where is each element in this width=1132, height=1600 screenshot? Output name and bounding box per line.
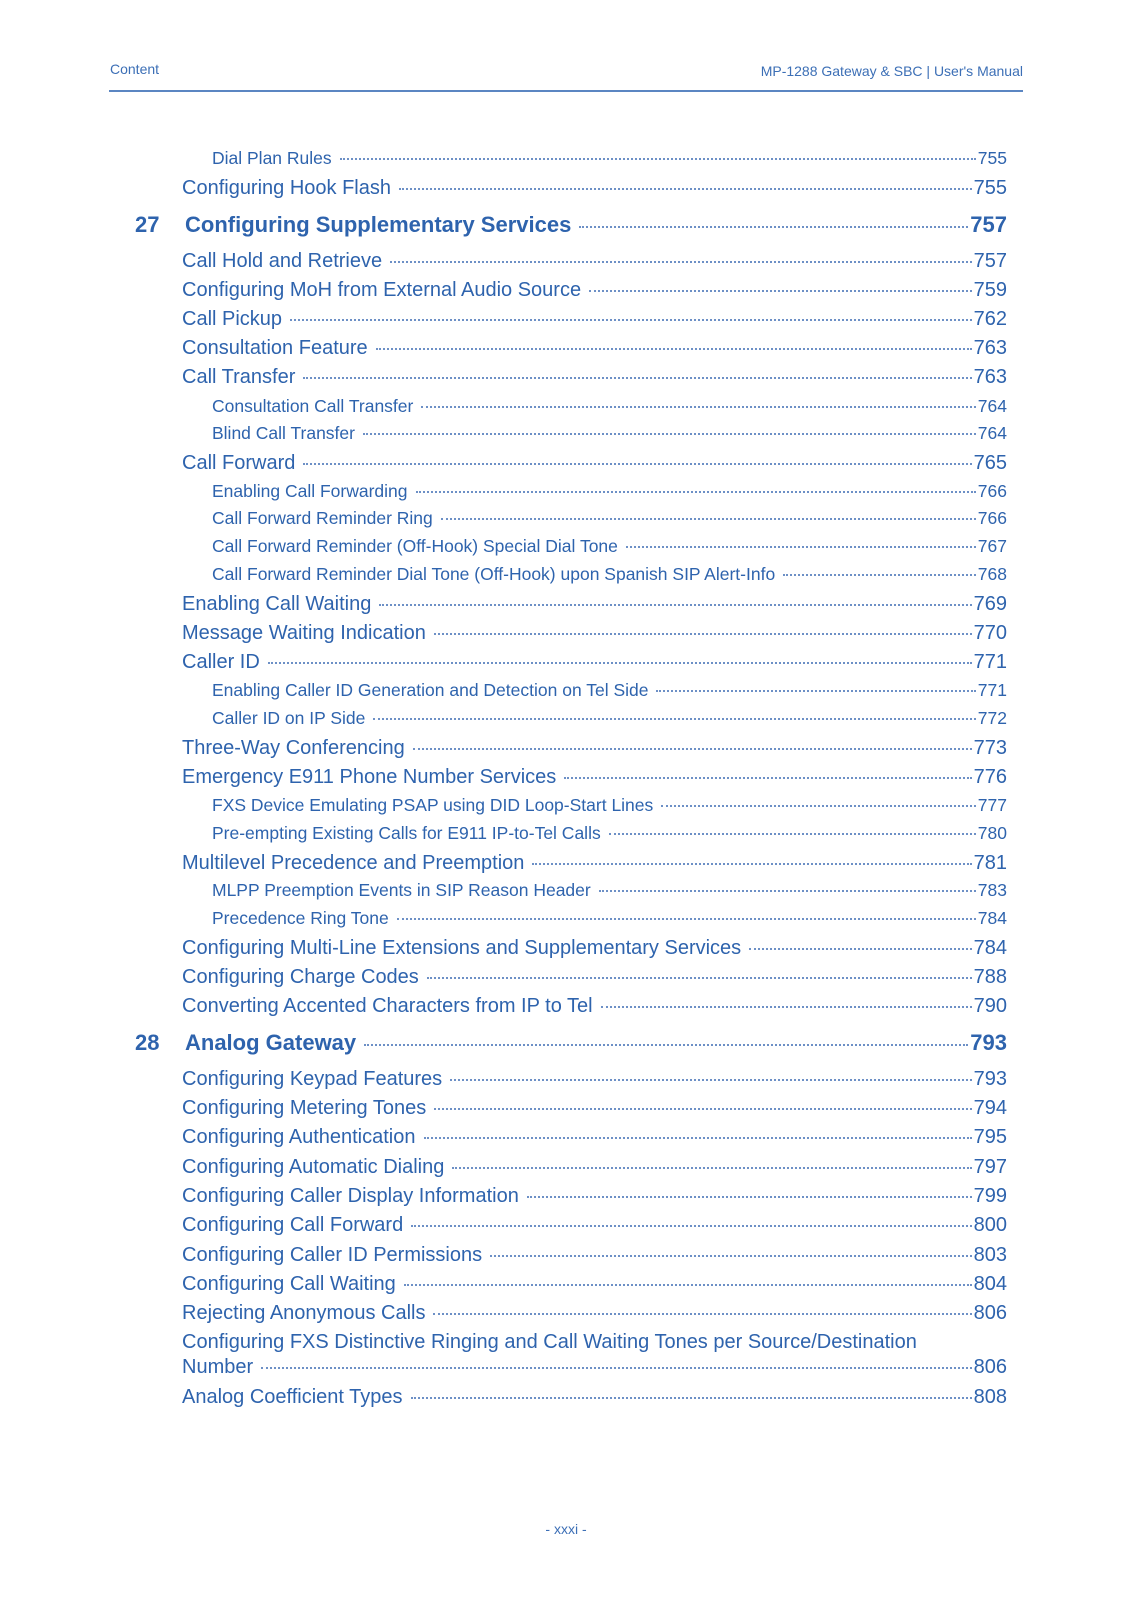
dot-leader <box>527 1196 972 1198</box>
page-number: - xxxi - <box>545 1521 587 1537</box>
toc-entry-row <box>212 396 1007 417</box>
toc-entry-row <box>212 536 1007 557</box>
toc-entry-title: Call Forward Reminder Ring <box>212 508 433 528</box>
dot-leader <box>450 1079 971 1081</box>
toc-entry-page: 790 <box>973 995 1007 1017</box>
dot-leader <box>532 863 971 865</box>
toc-entry-row <box>182 1244 1007 1267</box>
toc-entry-page: 766 <box>977 508 1007 528</box>
toc-entry-page: 784 <box>973 937 1007 959</box>
toc-entry-title: Enabling Call Waiting <box>182 593 372 615</box>
dot-leader <box>411 1397 972 1399</box>
dot-leader <box>421 406 975 408</box>
toc-entry-row <box>182 995 1007 1018</box>
toc-entry-title-line: Configuring FXS Distinctive Ringing and Call Waiting Tones per Source/Destination <box>182 1331 917 1353</box>
dot-leader <box>290 319 972 321</box>
toc-entry-title: Pre-empting Existing Calls for E911 IP-to-Tel Calls <box>212 823 601 843</box>
toc-entry-page: 755 <box>977 148 1007 168</box>
toc-entry-row <box>182 1214 1007 1237</box>
toc-entry-page: 808 <box>973 1386 1007 1408</box>
toc-entry-row <box>182 1156 1007 1179</box>
dot-leader <box>564 777 971 779</box>
toc-entry-row <box>212 908 1007 929</box>
dot-leader <box>433 1313 971 1315</box>
toc-entry-row <box>212 148 1007 169</box>
dot-leader <box>399 188 972 190</box>
toc-entry-page: 781 <box>973 852 1007 874</box>
toc-entry-row <box>182 937 1007 960</box>
dot-leader <box>411 1225 971 1227</box>
toc-entry-title: Configuring MoH from External Audio Source <box>182 279 582 301</box>
toc-entry-row <box>212 564 1007 585</box>
toc-entry-row <box>185 1030 1007 1056</box>
toc-entry-title: Configuring Metering Tones <box>182 1097 427 1119</box>
dot-leader <box>601 1006 972 1008</box>
toc-entry-row <box>182 1302 1007 1325</box>
toc-entry-title: Call Forward Reminder Dial Tone (Off-Hook) upon Spanish SIP Alert-Info <box>212 564 776 584</box>
toc-entry-page: 769 <box>973 593 1007 615</box>
toc-entry-row <box>212 708 1007 729</box>
dot-leader <box>376 348 972 350</box>
toc-entry-title: Precedence Ring Tone <box>212 908 389 928</box>
toc-entry-title: Call Forward <box>182 452 296 474</box>
toc-entry-title: Configuring Automatic Dialing <box>182 1156 445 1178</box>
dot-leader <box>589 290 972 292</box>
toc-entry-page: 777 <box>977 795 1007 815</box>
toc-entry-row <box>182 177 1007 200</box>
dot-leader <box>303 377 971 379</box>
toc-entry-page: 776 <box>973 766 1007 788</box>
toc-entry-row <box>212 880 1007 901</box>
toc-entry-page: 771 <box>977 680 1007 700</box>
dot-leader <box>452 1167 971 1169</box>
dot-leader <box>363 433 976 435</box>
dot-leader <box>427 977 972 979</box>
dot-leader <box>434 633 972 635</box>
toc-entry-row <box>182 1068 1007 1091</box>
toc-entry-title: Caller ID <box>182 651 260 673</box>
toc-entry-page: 797 <box>973 1156 1007 1178</box>
dot-leader <box>340 158 976 160</box>
toc-entry-title: Configuring Caller ID Permissions <box>182 1244 483 1266</box>
dot-leader <box>373 718 975 720</box>
toc-entry-page: 767 <box>977 536 1007 556</box>
toc-entry-page: 799 <box>973 1185 1007 1207</box>
toc-entry-title: Configuring Supplementary Services <box>185 212 572 237</box>
toc-entry-page: 764 <box>977 423 1007 443</box>
toc-entry-title: Configuring Hook Flash <box>182 177 391 199</box>
toc-entry-page: 803 <box>973 1244 1007 1266</box>
toc-entry-title: Multilevel Precedence and Preemption <box>182 852 525 874</box>
toc-entry-title: Configuring Charge Codes <box>182 966 419 988</box>
toc-entry-title: Enabling Call Forwarding <box>212 481 408 501</box>
toc-entry-page: 783 <box>977 880 1007 900</box>
toc-entry-page: 759 <box>973 279 1007 301</box>
dot-leader <box>661 805 976 807</box>
dot-leader <box>579 226 968 228</box>
dot-leader <box>656 690 975 692</box>
dot-leader <box>783 574 976 576</box>
toc-entry-row <box>182 737 1007 760</box>
toc-entry-title: Configuring Authentication <box>182 1126 416 1148</box>
dot-leader <box>404 1284 972 1286</box>
toc-entry-title: Configuring Call Forward <box>182 1214 404 1236</box>
toc-entry-page: 773 <box>973 737 1007 759</box>
toc-entry-page: 804 <box>973 1273 1007 1295</box>
toc-entry-title: Dial Plan Rules <box>212 148 332 168</box>
toc-entry-title: Emergency E911 Phone Number Services <box>182 766 557 788</box>
toc-entry-page: 765 <box>973 452 1007 474</box>
toc-entry-row <box>182 1356 1007 1379</box>
toc-entry-row <box>182 593 1007 616</box>
toc-entry-row <box>182 1386 1007 1409</box>
page-header <box>109 58 1023 92</box>
toc-entry-title: Number <box>182 1356 254 1378</box>
toc-entry-title: Rejecting Anonymous Calls <box>182 1302 426 1324</box>
toc-entry-page: 806 <box>973 1302 1007 1324</box>
toc-entry-row <box>182 279 1007 302</box>
dot-leader <box>441 518 976 520</box>
chapter-number: 28 <box>135 1030 160 1055</box>
toc-entry-page: 784 <box>977 908 1007 928</box>
dot-leader <box>379 604 971 606</box>
toc-entry-title: Configuring Keypad Features <box>182 1068 443 1090</box>
toc-entry-page: 770 <box>973 622 1007 644</box>
dot-leader <box>364 1044 968 1046</box>
dot-leader <box>609 833 976 835</box>
toc-entry-row <box>182 852 1007 875</box>
toc-entry-page: 793 <box>973 1068 1007 1090</box>
dot-leader <box>303 463 971 465</box>
dot-leader <box>413 748 972 750</box>
toc-entry-title: FXS Device Emulating PSAP using DID Loop-Start Lines <box>212 795 654 815</box>
toc-entry-page: 800 <box>973 1214 1007 1236</box>
header-manual-title: MP-1288 Gateway & SBC | User's Manual <box>760 63 1023 79</box>
toc-entry-title: Configuring Multi-Line Extensions and Supplementary Services <box>182 937 742 959</box>
toc-entry-page: 766 <box>977 481 1007 501</box>
dot-leader <box>416 491 976 493</box>
toc-entry-title: Three-Way Conferencing <box>182 737 405 759</box>
toc-entry-title: Consultation Feature <box>182 337 368 359</box>
toc-entry-page: 780 <box>977 823 1007 843</box>
toc-entry-title: Call Transfer <box>182 366 296 388</box>
toc-entry-row <box>212 795 1007 816</box>
toc-entry-title: Message Waiting Indication <box>182 622 426 644</box>
toc-entry-page: 795 <box>973 1126 1007 1148</box>
toc-entry-title: Configuring Call Waiting <box>182 1273 396 1295</box>
header-section-label: Content <box>110 61 160 77</box>
toc-entry-row <box>182 1097 1007 1120</box>
toc-entry-page: 757 <box>973 250 1007 272</box>
toc-entry-page: 772 <box>977 708 1007 728</box>
toc-entry-title: Blind Call Transfer <box>212 423 355 443</box>
toc-entry-row <box>182 966 1007 989</box>
toc-entry-page: 763 <box>973 366 1007 388</box>
toc-entry-row <box>182 1126 1007 1149</box>
toc-entry-title: Caller ID on IP Side <box>212 708 366 728</box>
toc-entry-row <box>212 423 1007 444</box>
toc-entry-page: 793 <box>970 1030 1007 1055</box>
dot-leader <box>749 948 971 950</box>
dot-leader <box>268 662 972 664</box>
toc-entry-row <box>182 366 1007 389</box>
toc-entry-row <box>182 1185 1007 1208</box>
toc-entry-page: 763 <box>973 337 1007 359</box>
toc-entry-row <box>182 337 1007 360</box>
toc-entry-title: Analog Gateway <box>185 1030 357 1055</box>
dot-leader <box>490 1255 972 1257</box>
dot-leader <box>390 261 972 263</box>
dot-leader <box>599 890 976 892</box>
toc-entry-row <box>182 250 1007 273</box>
toc-entry-row <box>212 508 1007 529</box>
toc-entry-row <box>182 452 1007 475</box>
toc-entry-page: 757 <box>970 212 1007 237</box>
dot-leader <box>434 1108 971 1110</box>
chapter-number: 27 <box>135 212 160 237</box>
toc-entry-row <box>212 823 1007 844</box>
toc-entry-row <box>182 308 1007 331</box>
dot-leader <box>261 1367 971 1369</box>
toc-entry-title: Enabling Caller ID Generation and Detection on Tel Side <box>212 680 649 700</box>
toc-entry-page: 768 <box>977 564 1007 584</box>
toc-entry-page: 788 <box>973 966 1007 988</box>
toc-entry-page: 806 <box>973 1356 1007 1378</box>
toc-entry-title: Call Hold and Retrieve <box>182 250 383 272</box>
toc-entry-row <box>182 622 1007 645</box>
toc-entry-title: Call Forward Reminder (Off-Hook) Special Dial Tone <box>212 536 618 556</box>
toc-entry-page: 794 <box>973 1097 1007 1119</box>
toc-entry-title: Consultation Call Transfer <box>212 396 414 416</box>
toc-entry-title: MLPP Preemption Events in SIP Reason Header <box>212 880 591 900</box>
toc-entry-title: Analog Coefficient Types <box>182 1386 403 1408</box>
toc-entry-row <box>212 680 1007 701</box>
toc-entry-title: Converting Accented Characters from IP to Tel <box>182 995 593 1017</box>
toc-entry-title: Call Pickup <box>182 308 283 330</box>
toc-entry-page: 762 <box>973 308 1007 330</box>
toc-entry-row <box>212 481 1007 502</box>
toc-entry-row <box>182 1273 1007 1296</box>
toc-entry-title: Configuring Caller Display Information <box>182 1185 519 1207</box>
toc-entry-row <box>182 651 1007 674</box>
dot-leader <box>626 546 976 548</box>
dot-leader <box>424 1137 972 1139</box>
toc-entry-row <box>182 766 1007 789</box>
dot-leader <box>397 918 976 920</box>
toc-entry-page: 771 <box>973 651 1007 673</box>
toc-entry-page: 764 <box>977 396 1007 416</box>
toc-entry-page: 755 <box>973 177 1007 199</box>
toc-entry-row <box>185 212 1007 238</box>
